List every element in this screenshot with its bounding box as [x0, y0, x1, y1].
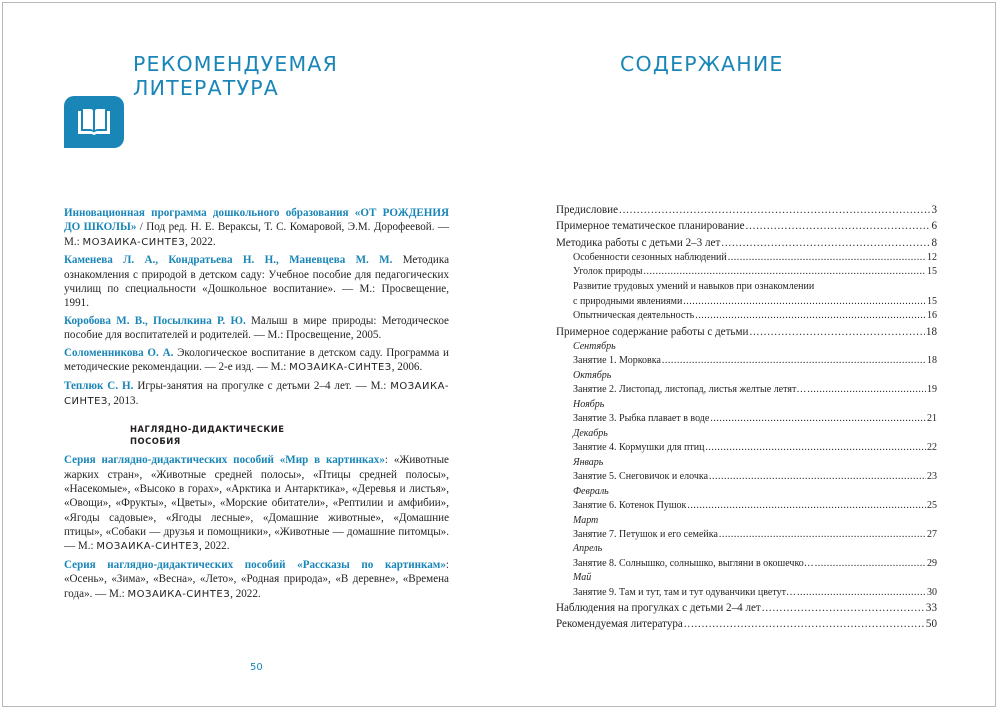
- toc-month-label: [556, 456, 937, 470]
- reference-tail: , 2013.: [107, 394, 139, 407]
- toc-page-number: 30: [927, 586, 937, 598]
- toc-entry-title: Май: [573, 572, 592, 584]
- toc-entry[interactable]: [556, 295, 937, 310]
- reference-tail: , 2022.: [230, 587, 261, 600]
- toc-dot-leader: [705, 441, 926, 456]
- toc-entry[interactable]: [556, 616, 937, 632]
- reference-text: : «Животные жарких стран», «Животные средней полосы», «Птицы средней полосы», «Насекомые», «Высоко в горах», «Арктика и Антарктика», «Деревья и листья», «Овощи», «Фрукты», «Цветы», «Морские обитатели», «Рептилии и амфибии», «Ягоды садовые», «Ягоды лесные», «Домашние животные», «Домашние птицы», «Собаки — друзья и помощники», «Животные — домашние питомцы». — М.:: [64, 454, 449, 553]
- toc-entry-title: Сентябрь: [573, 341, 616, 353]
- reference-publisher: МОЗАИКА-СИНТЕЗ: [64, 380, 450, 407]
- toc-entry-title: с природными явлениями: [573, 295, 683, 307]
- toc-dot-leader: [815, 557, 926, 572]
- toc-entry-title: Примерное тематическое планирование: [556, 220, 745, 233]
- table-of-contents: [556, 202, 937, 633]
- toc-entry[interactable]: [556, 586, 937, 601]
- toc-entry[interactable]: [556, 218, 937, 234]
- toc-dot-leader: [644, 265, 927, 280]
- toc-entry-title: Октябрь: [573, 370, 612, 382]
- toc-entry-title: Декабрь: [573, 427, 608, 439]
- reference-item: [64, 206, 449, 250]
- reference-text: Игры-занятия на прогулке с детьми 2–4 лет. — М.:: [133, 379, 391, 392]
- toc-entry-title: Апрель: [573, 543, 603, 555]
- toc-page-number: 19: [927, 384, 937, 396]
- toc-dot-leader: [683, 295, 926, 310]
- toc-entry[interactable]: [556, 412, 937, 427]
- toc-entry-title: Занятие 3. Рыбка плавает в воде: [573, 413, 710, 425]
- reference-text: Малыш в мире природы: Методическое пособие для воспитателей и родителей. — М.: Просвещение, 2005.: [64, 314, 449, 342]
- toc-entry-title: Развитие трудовых умений и навыков при ознакомлении: [573, 281, 815, 293]
- reference-publisher: МОЗАИКА-СИНТЕЗ: [289, 362, 392, 373]
- toc-dot-leader: [797, 586, 926, 601]
- reference-series: Серия наглядно-дидактических пособий «Рассказы по картинкам»: [64, 558, 446, 571]
- toc-entry[interactable]: [556, 235, 937, 251]
- toc-dot-leader: [709, 470, 926, 485]
- toc-entry-title: Уголок природы: [573, 266, 643, 278]
- toc-page-number: 25: [927, 499, 937, 511]
- references-list: [64, 206, 449, 605]
- reference-publisher: МОЗАИКА-СИНТЕЗ: [96, 541, 199, 553]
- reference-tail: , 2022.: [185, 235, 216, 248]
- reference-title: Инновационная программа дошкольного образования «ОТ РОЖДЕНИЯ ДО ШКОЛЫ»: [64, 207, 449, 234]
- toc-page-number: 21: [927, 413, 937, 425]
- toc-dot-leader: [721, 235, 930, 251]
- toc-page-number: 22: [927, 442, 937, 454]
- toc-month-label: [556, 514, 937, 528]
- toc-entry-title: Методика работы с детьми 2–3 лет: [556, 236, 721, 249]
- toc-entry[interactable]: [556, 528, 937, 543]
- toc-entry-title: Занятие 2. Листопад, листопад, листья желтые летят…: [573, 384, 807, 396]
- toc-dot-leader: [807, 383, 926, 398]
- toc-entry[interactable]: [556, 600, 937, 616]
- toc-entry-title: Январь: [573, 456, 604, 468]
- visual-aids-subheading: [130, 423, 300, 447]
- toc-dot-leader: [684, 616, 925, 632]
- toc-dot-leader: [687, 499, 926, 514]
- toc-month-label: [556, 542, 937, 556]
- reference-item: [64, 558, 449, 602]
- toc-page-number: 50: [925, 618, 937, 631]
- reference-publisher: МОЗАИКА-СИНТЕЗ: [82, 236, 186, 248]
- toc-page-number: 29: [927, 557, 937, 569]
- toc-page-number: 18: [927, 355, 937, 367]
- toc-dot-leader: [746, 218, 931, 234]
- toc-dot-leader: [728, 251, 926, 266]
- open-book-icon: [64, 96, 124, 148]
- reference-item: [64, 453, 449, 554]
- references-heading-line-2: ЛИТЕРАТУРА: [133, 76, 280, 100]
- toc-entry[interactable]: [556, 324, 937, 340]
- reference-author: Коробова М. В., Посылкина Р. Ю.: [64, 314, 246, 327]
- reference-author: Каменева Л. А., Кондратьева Н. Н., Маневцева М. М.: [64, 254, 393, 267]
- toc-entry-title: Февраль: [573, 485, 609, 497]
- toc-entry[interactable]: [556, 383, 937, 398]
- reference-text: : «Осень», «Зима», «Весна», «Лето», «Родная природа», «В деревне», «Времена года». — М.:: [64, 558, 449, 600]
- toc-dot-leader: [695, 309, 926, 324]
- toc-dot-leader: [710, 412, 926, 427]
- toc-page-number: 18: [925, 325, 937, 338]
- right-page: [500, 0, 1000, 711]
- references-heading: [133, 52, 453, 100]
- toc-page-number: 27: [927, 528, 937, 540]
- reference-tail: , 2022.: [198, 540, 230, 553]
- toc-entry[interactable]: [556, 441, 937, 456]
- toc-page-number: 23: [927, 471, 937, 483]
- toc-month-label: [556, 427, 937, 441]
- toc-month-label: [556, 340, 937, 354]
- toc-page-number: 8: [931, 236, 937, 249]
- toc-page-number: 12: [927, 251, 937, 263]
- toc-entry-title: Наблюдения на прогулках с детьми 2–4 лет: [556, 602, 761, 615]
- toc-entry-title: Март: [573, 514, 599, 526]
- subheading-line-1: НАГЛЯДНО-ДИДАКТИЧЕСКИЕ: [130, 424, 285, 435]
- reference-item: [64, 379, 449, 410]
- toc-entry-title: Ноябрь: [573, 398, 605, 410]
- toc-entry[interactable]: [556, 202, 937, 218]
- contents-heading: СОДЕРЖАНИЕ: [620, 52, 784, 76]
- reference-item: [64, 314, 449, 343]
- reference-author: Соломенникова О. А.: [64, 346, 174, 359]
- toc-dot-leader: [719, 528, 926, 543]
- reference-text: Методика ознакомления с природой в детском саду: Учебное пособие для педагогических училищ по специальности «Дошкольное воспитание». — М.: Просвещение, 1991.: [64, 254, 450, 310]
- toc-month-label: [556, 571, 937, 585]
- reference-publisher: МОЗАИКА-СИНТЕЗ: [127, 588, 231, 600]
- toc-entry-title: Опытническая деятельность: [573, 310, 695, 322]
- reference-text: / Под ред. Н. Е. Вераксы, Т. С. Комаровой, Э.М. Дорофеевой. — М.:: [64, 221, 449, 248]
- toc-entry[interactable]: [556, 251, 937, 266]
- toc-entry-title: Занятие 4. Кормушки для птиц: [573, 442, 705, 454]
- toc-entry-title: Особенности сезонных наблюдений: [573, 251, 727, 263]
- toc-page-number: 15: [927, 266, 937, 278]
- toc-entry[interactable]: [556, 265, 937, 280]
- toc-dot-leader: [619, 202, 930, 218]
- reference-text: Экологическое воспитание в детском саду. Программа и методические рекомендации. — 2-е изд. — М.:: [64, 346, 449, 373]
- toc-entry-title: Занятие 9. Там и тут, там и тут одуванчики цветут…: [573, 586, 796, 598]
- toc-entry-title: Занятие 7. Петушок и его семейка: [573, 528, 718, 540]
- reference-item: [64, 346, 449, 376]
- toc-dot-leader: [662, 354, 926, 369]
- reference-series: Серия наглядно-дидактических пособий «Мир в картинках»: [64, 454, 385, 467]
- toc-entry[interactable]: [556, 354, 937, 369]
- toc-entry[interactable]: [556, 557, 937, 572]
- toc-month-label: [556, 398, 937, 412]
- toc-entry-title: Примерное содержание работы с детьми: [556, 325, 749, 338]
- toc-page-number: 15: [927, 295, 937, 307]
- page-number: 50: [250, 662, 263, 673]
- toc-entry-title: Предисловие: [556, 204, 619, 216]
- toc-month-label: [556, 369, 937, 383]
- toc-entry[interactable]: [556, 470, 937, 485]
- subheading-line-2: ПОСОБИЯ: [130, 436, 181, 447]
- toc-entry-title: Рекомендуемая литература: [556, 618, 683, 631]
- toc-entry-title: Занятие 1. Морковка: [573, 355, 661, 367]
- toc-entry[interactable]: [556, 309, 937, 324]
- reference-author: Теплюк С. Н.: [64, 379, 134, 392]
- toc-page-number: 16: [927, 310, 937, 322]
- toc-month-label: [556, 485, 937, 499]
- toc-entry: [556, 280, 937, 295]
- toc-entry-title: Занятие 5. Снеговичок и елочка: [573, 471, 709, 483]
- toc-entry[interactable]: [556, 499, 937, 514]
- toc-dot-leader: [749, 324, 924, 340]
- toc-page-number: 3: [931, 204, 937, 216]
- toc-dot-leader: [762, 600, 925, 616]
- reference-item: [64, 253, 449, 310]
- toc-entry-title: Занятие 8. Солнышко, солнышко, выгляни в окошечко…: [573, 557, 814, 569]
- reference-tail: , 2006.: [391, 361, 423, 373]
- references-heading-line-1: РЕКОМЕНДУЕМАЯ: [133, 52, 339, 76]
- toc-page-number: 33: [925, 602, 937, 615]
- toc-entry-title: Занятие 6. Котенок Пушок: [573, 499, 687, 511]
- toc-page-number: 6: [931, 220, 937, 233]
